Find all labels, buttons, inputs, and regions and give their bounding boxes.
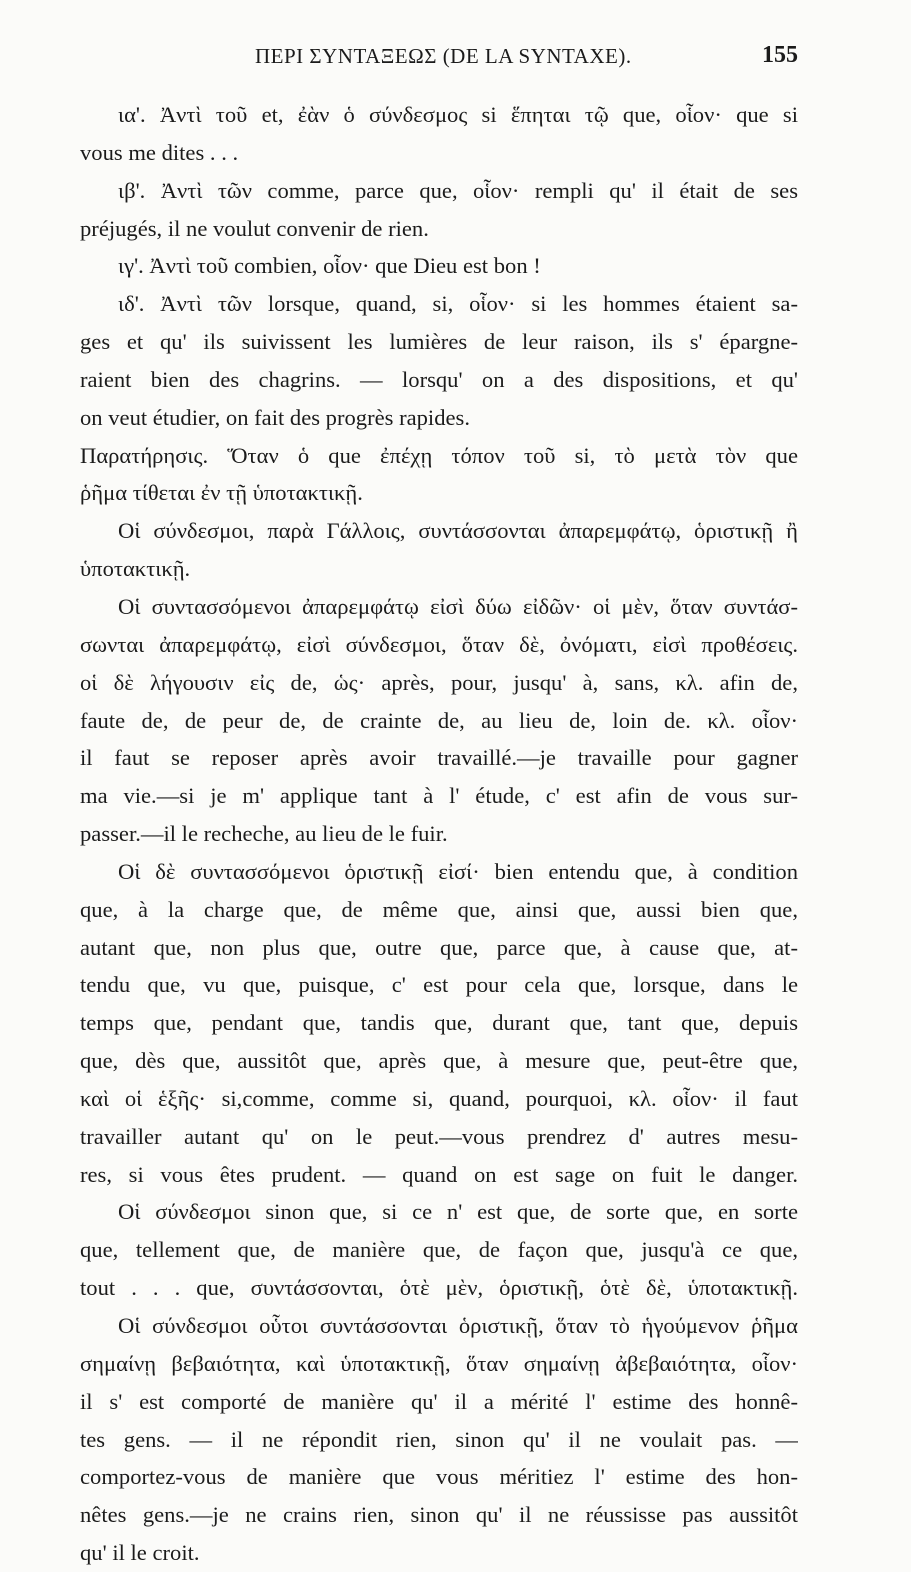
text-line: autant que, non plus que, outre que, parce que, à cause que, at-	[80, 934, 798, 960]
running-head: ΠΕΡΙ ΣΥΝΤΑΞΕΩΣ (DE LA SYNTAXE).	[255, 44, 632, 68]
text-line: ια'. Ἀντὶ τοῦ et, ἐὰν ὁ σύνδεσμος si ἕπηται τῷ que, οἷον· que si	[118, 102, 798, 127]
text-line: Οἱ σύνδεσμοι sinon que, si ce n' est que, de sorte que, en sorte	[118, 1199, 798, 1225]
text-line: Οἱ δὲ συντασσόμενοι ὁριστικῇ εἰσί· bien entendu que, à condition	[118, 858, 798, 884]
text-line: que, à la charge que, de même que, ainsi que, aussi bien que,	[80, 896, 798, 922]
text-line: ιβ'. Ἀντὶ τῶν comme, parce que, οἷον· rempli qu' il était de ses	[118, 177, 798, 203]
text-line: σημαίνῃ βεβαιότητα, καὶ ὑποτακτικῇ, ὅταν σημαίνῃ ἀβεβαιότητα, οἷον·	[80, 1350, 798, 1376]
text-line: passer.—il le recheche, au lieu de le fuir.	[80, 821, 448, 847]
text-line: temps que, pendant que, tandis que, durant que, tant que, depuis	[80, 1010, 798, 1036]
text-line: tendu que, vu que, puisque, c' est pour cela que, lorsque, dans le	[80, 972, 798, 998]
page-number: 155	[762, 42, 798, 68]
text-line: comportez-vous de manière que vous méritiez l' estime des hon-	[80, 1464, 798, 1490]
text-line: vous me dites . . .	[80, 139, 239, 165]
text-line: Οἱ συντασσόμενοι ἀπαρεμφάτῳ εἰσὶ δύω εἰδῶν· οἱ μὲν, ὅταν συντάσ-	[118, 593, 798, 619]
text-line: Παρατήρησις. Ὅταν ὁ que ἐπέχῃ τόπον τοῦ si, τὸ μετὰ τὸν que	[80, 442, 798, 468]
text-line: il faut se reposer après avoir travaillé.—je travaille pour gagner	[80, 745, 798, 771]
text-line: il s' est comporté de manière qu' il a mérité l' estime des honnê-	[80, 1388, 798, 1414]
body-text	[80, 96, 798, 1572]
text-line: ma vie.—si je m' applique tant à l' étude, c' est afin de vous sur-	[80, 783, 798, 809]
text-line: σωνται ἀπαρεμφάτῳ, εἰσὶ σύνδεσμοι, ὅταν δὲ, ὀνόματι, εἰσὶ προθέσεις.	[80, 631, 798, 657]
text-line: nêtes gens.—je ne crains rien, sinon qu' il ne réussisse pas aussitôt	[80, 1502, 798, 1528]
page-header	[80, 44, 798, 80]
text-line: qu' il le croit.	[80, 1540, 200, 1566]
text-line: res, si vous êtes prudent. — quand on est sage on fuit le danger.	[80, 1161, 798, 1187]
text-line: Οἱ σύνδεσμοι, παρὰ Γάλλοις, συντάσσονται ἀπαρεμφάτῳ, ὁριστικῇ ἢ	[118, 518, 798, 544]
text-line: ῥῆμα τίθεται ἐν τῇ ὑποτακτικῇ.	[80, 480, 363, 506]
text-line: que, tellement que, de manière que, de façon que, jusqu'à ce que,	[80, 1237, 798, 1263]
text-line: que, dès que, aussitôt que, après que, à mesure que, peut-être que,	[80, 1048, 798, 1074]
text-line: ges et qu' ils suivissent les lumières de leur raison, ils s' épargne-	[80, 329, 798, 355]
text-line: ὑποτακτικῇ.	[80, 556, 191, 582]
text-line: préjugés, il ne voulut convenir de rien.	[80, 215, 429, 241]
text-line: faute de, de peur de, de crainte de, au lieu de, loin de. κλ. οἷον·	[80, 707, 798, 733]
text-line: raient bien des chagrins. — lorsqu' on a des dispositions, et qu'	[80, 366, 798, 392]
text-line: ιγ'. Ἀντὶ τοῦ combien, οἷον· que Dieu est bon !	[118, 253, 541, 279]
text-line: on veut étudier, on fait des progrès rapides.	[80, 404, 470, 430]
text-line: οἱ δὲ λήγουσιν εἰς de, ὡς· après, pour, jusqu' à, sans, κλ. afin de,	[80, 669, 798, 695]
text-line: ιδ'. Ἀντὶ τῶν lorsque, quand, si, οἷον· si les hommes étaient sa-	[118, 291, 798, 317]
text-line: tes gens. — il ne répondit rien, sinon qu' il ne voulait pas. —	[80, 1426, 798, 1452]
text-line: καὶ οἱ ἑξῆς· si,comme, comme si, quand, pourquoi, κλ. οἷον· il faut	[80, 1085, 798, 1111]
text-line: travailler autant qu' on le peut.—vous prendrez d' autres mesu-	[80, 1123, 798, 1149]
text-line: Οἱ σύνδεσμοι οὗτοι συντάσσονται ὁριστικῇ, ὅταν τὸ ἡγούμενον ῥῆμα	[118, 1313, 798, 1338]
text-line: tout . . . que, συντάσσονται, ὁτὲ μὲν, ὁριστικῇ, ὁτὲ δὲ, ὑποτακτικῇ.	[80, 1275, 798, 1301]
